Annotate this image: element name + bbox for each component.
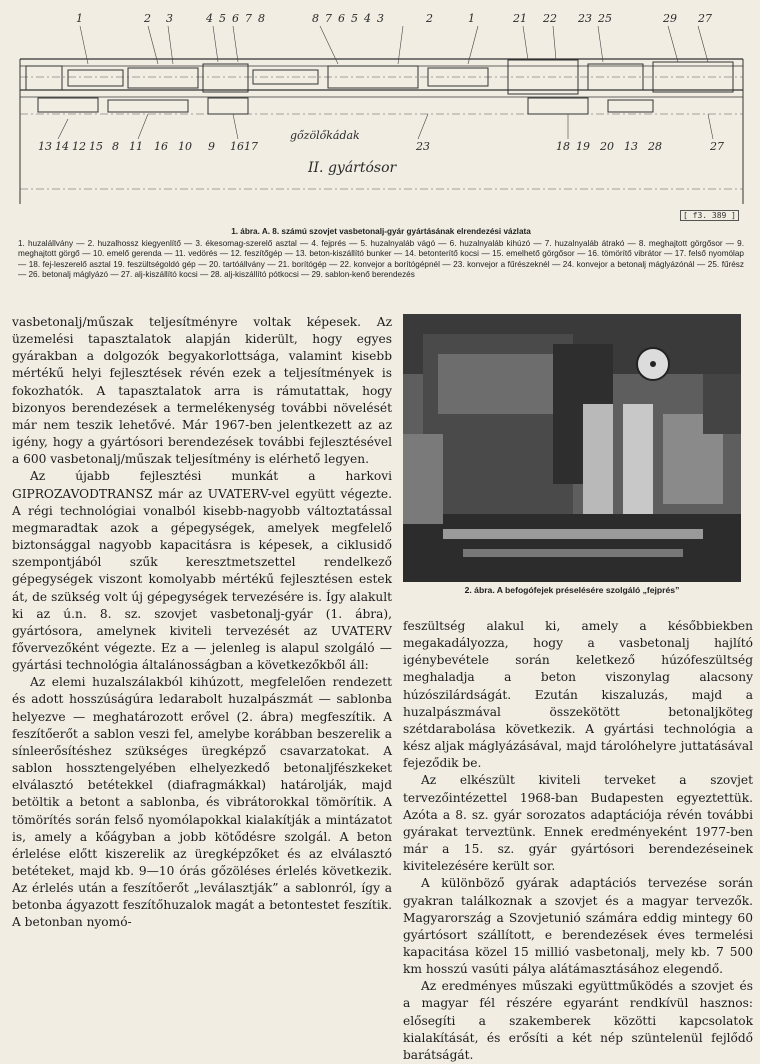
callout-number: 16 — [230, 140, 244, 153]
callout-number: 29 — [663, 12, 677, 25]
machine-block — [128, 68, 198, 88]
callout-number: 6 — [338, 12, 345, 25]
callout-number: 27 — [698, 12, 712, 25]
callout-number: 13 — [624, 140, 638, 153]
left-column — [12, 314, 392, 932]
paragraph: Az elkészült kiviteli terveket a szovjet tervezőintézettel 1968-ban Budapesten egyeztettük. Azóta a 8. sz. gyár sorozatos adaptációja révén további gyárakat terveztünk. Ennek eredményeként 1977-ben már a 15. sz. gyár gyártósori berendezéseinek kivitelezésére került sor. — [403, 773, 753, 874]
callout-number: 17 — [244, 140, 258, 153]
callout-number: 2 — [426, 12, 433, 25]
machine-block — [26, 66, 62, 90]
callout-number: 4 — [206, 12, 213, 25]
bottom-callout-numbers — [38, 140, 724, 153]
callout-number: 18 — [556, 140, 570, 153]
callout-number: 23 — [578, 12, 592, 25]
callout-number: 22 — [543, 12, 557, 25]
callout-number: 3 — [377, 12, 384, 25]
machine-block — [208, 98, 248, 114]
figure-1-caption-title: 1. ábra. A. 8. számú szovjet vasbetonalj-gyár gyártásának elrendezési vázlata — [231, 227, 531, 236]
figure-2-photo — [403, 314, 741, 582]
machine-block — [203, 64, 248, 92]
callout-number: 3 — [166, 12, 173, 25]
steam-tanks-label: gőzölőkádak — [290, 129, 360, 142]
callout-number: 16 — [154, 140, 168, 153]
figure-2-caption: 2. ábra. A befogófejek préselésére szolgáló „fejprés” — [464, 585, 680, 595]
production-line-label: II. gyártósor — [308, 160, 397, 176]
right-column — [403, 618, 753, 1064]
leader-lines — [58, 26, 713, 139]
callout-number: 10 — [178, 140, 192, 153]
callout-number: 8 — [312, 12, 319, 25]
callout-number: 5 — [351, 12, 358, 25]
paragraph: A különböző gyárak adaptációs tervezése során gyakran találkoznak a szovjet és a magyar tervezők. Magyarország a Szovjetunió számára eddig mintegy 60 gyártósort szállított, e berendezések éves termelési kapacitása közel 15 millió vasbetonalj, mely kb. 7 500 km hosszú vasúti pálya alátámasztásához elegendő. — [403, 876, 753, 977]
figure-1-caption-legend: 1. huzalállvány — 2. huzalhossz kiegyenlítő — 3. ékesomag-szerelő asztal — 4. fejprés — 5. huzalnyaláb vágó — 6. huzalnyaláb kihúzó — 7. huzalnyaláb átrakó — 8. meghajtott görgősor — 9. meghajtott görgő — 10. emelő gerenda — 11. vedörés — 12. feszítőgép — 13. beton-kiszállító bunker — 14. betonterítő kocsi — 15. emelhető görgősor — 16. tömörítő vibrátor — 17. felső nyomólap — 18. fej-leszerelő asztal 19. feszültségoldó gép — 20. tartóállvány — 21. borítógép — 22. konvejor a borítógépnél — 23. konvejor a fűrészeknél — 24. konvejor a betonalj máglyázónál — 25. fűrész — 26. betonalj máglyázó — 27. alj-kiszállító kocsi — 28. alj-kiszállító pótkocsi — 29. sablon-kenő berendezés — [18, 238, 744, 280]
callout-number: 25 — [598, 12, 612, 25]
callout-number: 20 — [600, 140, 614, 153]
callout-number: 9 — [208, 140, 215, 153]
callout-number: 21 — [513, 12, 527, 25]
callout-number: 8 — [258, 12, 265, 25]
callout-number: 1 — [76, 12, 83, 25]
callout-number: 15 — [89, 140, 103, 153]
paragraph: Az eredményes műszaki együttműködés a szovjet és a magyar fél részére egyaránt rendkívül hasznos: elősegíti a szakemberek közötti kapcsolatok kialakítását, és erősíti a két nép szüntelenül fejlődő barátságát. — [403, 979, 753, 1062]
top-callout-numbers — [76, 12, 712, 25]
machine-block — [608, 100, 653, 112]
callout-number: 14 — [55, 140, 69, 153]
callout-number: 7 — [325, 12, 332, 25]
machine-block — [38, 98, 98, 112]
figure-stamp: [ f3. 389 ] — [680, 210, 739, 221]
machine-block — [108, 100, 188, 112]
callout-number: 23 — [416, 140, 430, 153]
press-machine-photo — [403, 314, 741, 582]
layout-drawing — [8, 4, 752, 224]
paragraph: vasbetonalj/műszak teljesítményre voltak képesek. Az üzemelési tapasztalatok alapján kiderült, hogy egyes gyárakban a dolgozók begyakorlottsága, valamint kisebb mértékű helyi fejlesztések révén ezek a teljesítmények is fokozhatók. A tapasztalatok arra is rámutattak, hogy bizonyos berendezések a termelékenység további növelését már nem teszik lehetővé. Már 1967-ben jelentkezett az az igény, hogy a gyártósori berendezések további fejlesztésével a 600 vasbetonalj/műszak teljesítmény is elérhető legyen. — [12, 315, 392, 467]
callout-number: 7 — [245, 12, 252, 25]
machine-block — [68, 70, 123, 86]
callout-number: 13 — [38, 140, 52, 153]
callout-number: 27 — [710, 140, 724, 153]
machine-block — [528, 98, 588, 114]
callout-number: 1 — [468, 12, 475, 25]
callout-number: 2 — [144, 12, 151, 25]
figure-1-diagram — [8, 4, 752, 224]
callout-number: 5 — [219, 12, 226, 25]
callout-number: 6 — [232, 12, 239, 25]
paragraph: Az elemi huzalszálakból kihúzott, megfelelően rendezett és adott hosszúságúra ledarabolt huzalpászmát — sablonba helyezve — meghatározott erővel (2. ábra) megfeszítik. A feszítőerőt a sablon veszi fel, amelybe korábban beszerelik a sínleerősítéshez szükséges üregképző csavarzatokat. A sablon hossztengelyében elhelyezkedő betonaljfészkeket elválasztó betétekkel (diafragmákkal) határolják, majd betöltik a betont a sablonba, és vibrátorokkal tömörítik. A tömörítés során felső nyomólapokkal kialakítják a mintázatot is, amely a kőágyban a jobb kötődésre szolgál. A beton érlelése előtt kiszerelik az üregképzőket és az elválasztó betéteket, majd kb. 9—10 órás gőzöléses érlelés következik. Az érlelés után a feszítőerőt „leválasztják” a sablonról, így a betonba ágyazott feszítőhuzalok magát a betontestet feszítik. A betonban nyomó- — [12, 675, 392, 930]
callout-number: 28 — [648, 140, 662, 153]
callout-number: 11 — [129, 140, 143, 153]
callout-number: 8 — [112, 140, 119, 153]
paragraph: Az újabb fejlesztési munkát a harkovi GIPROZAVODTRANSZ már az UVATERV-vel együtt végezte. A régi technológiai vonalból kisebb-nagyobb változtatással megmaradtak azok a gépegységek, amelyek megfelelő biztonsággal nagyobb kapacitásra is képesek, a ciklusidő szempontjából szűk keresztmetszettel rendelkező gépegységek viszont komolyabb mértékű fejlesztésen estek át, de szükség volt új gépegységek tervezésére is. Így alakult ki az ú.n. 8. sz. szovjet vasbetonalj-gyár (1. ábra), gyártósora, amelynek kiviteli tervezését az UVATERV fővervezőként végezte. Ez a — jelenleg is alapul szolgáló — gyártási technológia általánosságban a következőkből áll: — [12, 469, 392, 673]
paragraph: feszültség alakul ki, amely a későbbiekben megakadályozza, hogy a vasbetonalj hajlító igénybevétele során keletkező húzófeszültség meghaladja a beton viszonylag alacsony húzószilárdságát. Ezután kiszaluzás, majd a huzalpászmával összekötött betonaljköteg szétdarabolása következik. A gyártási technológia a kész aljak máglyázásával, majd tárolóhelyre juttatásával fejeződik be. — [403, 619, 753, 771]
callout-number: 19 — [576, 140, 590, 153]
callout-number: 4 — [364, 12, 371, 25]
callout-number: 12 — [72, 140, 86, 153]
figure-1-caption — [18, 227, 744, 281]
